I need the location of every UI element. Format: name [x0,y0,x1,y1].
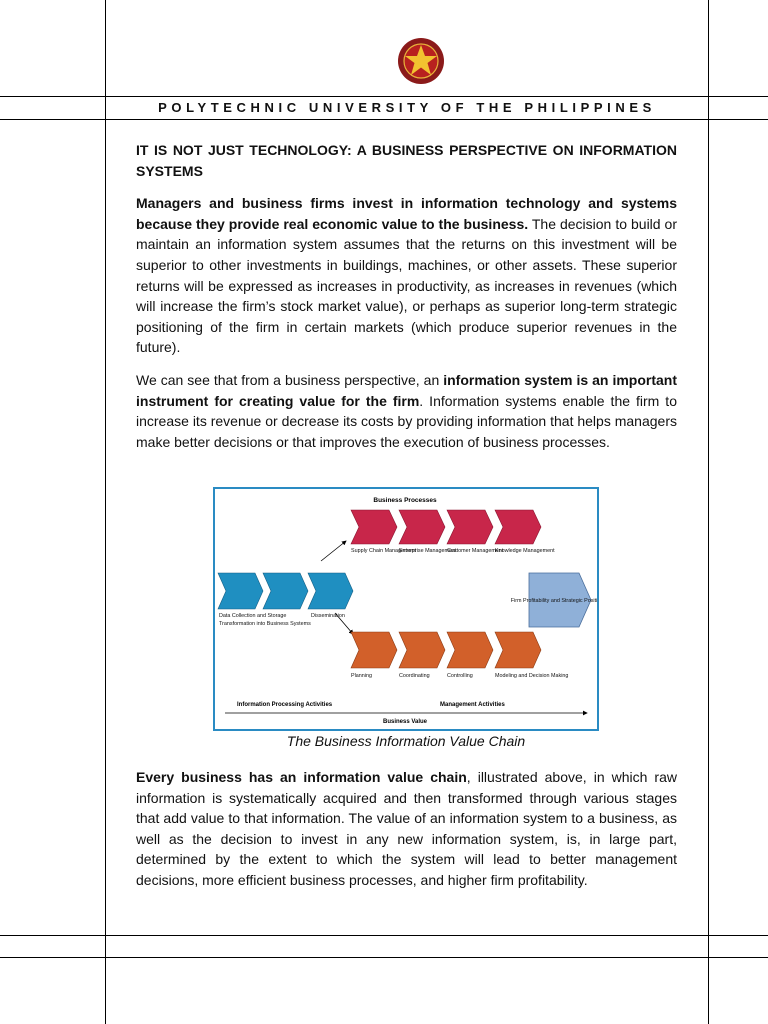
paragraph-1-text: The decision to build or maintain an information system assumes that the returns on this investment will be superior to other investments in buildings, machines, or other assets. These superior returns will be expressed as increases in productivity, as increases in revenues (which will increase the firm’s stock market value), or perhaps as superior long-term strategic positioning of the firm in certain markets (which produce superior revenues in the future). [136,215,678,356]
footer-top-rule [0,935,768,936]
figure-caption: The Business Information Value Chain [286,733,526,749]
value-chain-figure [213,487,599,731]
process-chevron-knowledge [495,510,541,544]
info-label-data-collection: Data Collection and Storage [219,613,287,619]
business-processes-title: Business Processes [373,497,437,504]
process-chevron-customer [447,510,493,544]
article-heading: IT IS NOT JUST TECHNOLOGY: A BUSINESS PERSPECTIVE ON INFORMATION SYSTEMS [136,142,677,179]
info-label-transformation: Transformation into Business Systems [219,621,311,627]
paragraph-1 [136,193,677,358]
paragraph-1-bold: Managers and business firms invest in information technology and systems because they provide real economic value to the business. [136,195,677,232]
paragraph-3-bold: Every business has an information value chain [136,769,467,785]
right-margin-rule [708,0,709,1024]
paragraph-2-text: . Information systems enable the firm to increase its revenue or decrease its costs by providing information that helps managers make better decisions or that improves the execution of business processes. [136,392,677,450]
process-label-customer: Customer Management [447,548,504,554]
mgmt-chevron-coordinating [399,632,445,668]
info-chevron-data-collection [218,573,263,609]
university-seal-logo [397,37,445,85]
management-activity-chevrons [351,632,541,668]
mgmt-chevron-planning [351,632,397,668]
info-chevron-transformation [263,573,308,609]
info-chevron-dissemination [308,573,353,609]
process-label-enterprise: Enterprise Management [399,548,457,554]
left-margin-rule [105,0,106,1024]
mgmt-label-coordinating: Coordinating [399,673,430,679]
paragraph-2-start: We can see that from a business perspective, an [136,371,444,388]
outcome-label: Firm Profitability and Strategic Position [510,598,597,604]
paragraph-3 [136,767,677,891]
business-value-label: Business Value [382,719,428,725]
mgmt-label-modeling: Modeling and Decision Making [495,673,569,679]
arrow-to-business-processes [321,541,346,561]
process-label-knowledge: Knowledge Management [495,548,555,554]
mgmt-label-planning: Planning [351,673,372,679]
management-activities-label: Management Activities [440,702,505,708]
university-name: POLYTECHNIC UNIVERSITY OF THE PHILIPPINES [158,100,656,115]
mgmt-label-controlling: Controlling [447,673,473,679]
paragraph-2-bold: information system is an important instrument for creating value for the firm [136,371,677,409]
paragraph-3-text: , illustrated above, in which raw information is systematically acquired and then transformed through various stages that add value to that information. The value of an information system to a business, as well as the decision to invest in any new information system, is, in large part, determined by the extent to which the system will lead to better management decisions, more efficient business processes, and higher firm profitability. [136,769,677,888]
process-label-supply-chain: Supply Chain Management [351,548,417,554]
mgmt-chevron-modeling [495,632,541,668]
header-bottom-rule [0,119,768,120]
process-chevron-enterprise [399,510,445,544]
info-label-dissemination: Dissemination [311,613,345,619]
process-chevron-supply-chain [351,510,397,544]
article-body [136,140,677,464]
paragraph-2 [136,370,677,452]
footer-bottom-rule [0,957,768,958]
info-processing-activities-label: Information Processing Activities [237,702,333,708]
mgmt-chevron-controlling [447,632,493,668]
business-process-chevrons [351,510,541,544]
info-processing-chevrons [218,573,353,609]
value-chain-diagram [215,489,597,729]
